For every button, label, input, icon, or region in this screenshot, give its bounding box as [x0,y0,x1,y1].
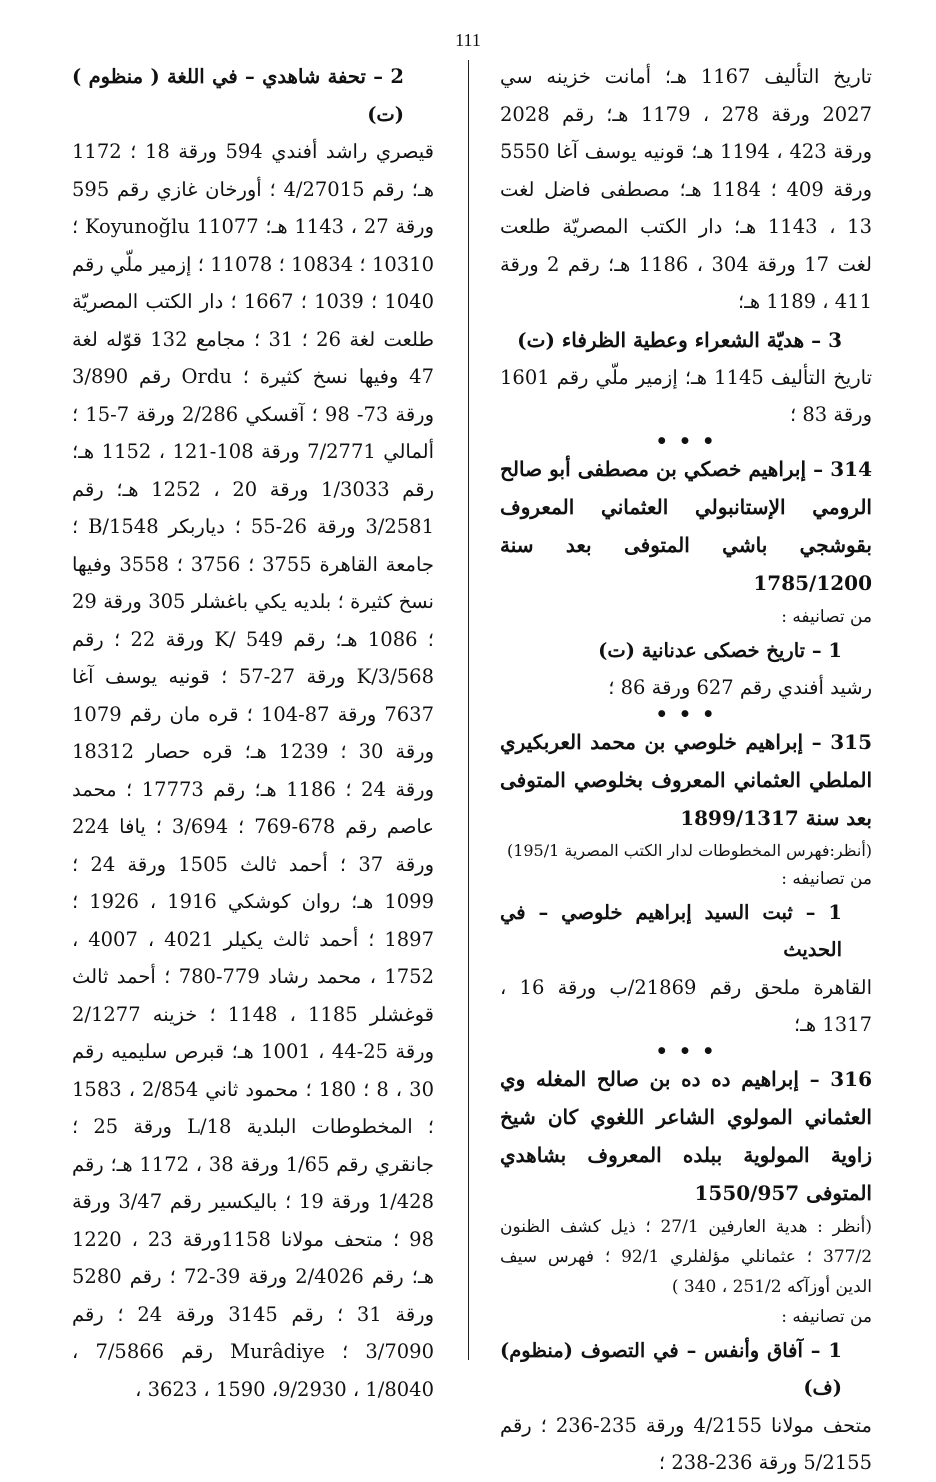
work-title: 3 – هديّة الشعراء وعطية الظرفاء (ت) [517,327,842,352]
entry-heading: 315 – إبراهيم خلوصي بن محمد العربكيري الملطي العثماني المعروف بخلوصي المتوفى بعد سنة 1899/1317 [500,729,872,830]
reference-note: (أنظر:فهرس المخطوطات لدار الكتب المصرية 195/1) [506,840,872,860]
works-label: من تصانيفه : [781,1306,872,1327]
work-title: 1 – آفاق وأنفس – في التصوف (منظوم) (ف) [500,1338,842,1399]
entry-heading: 314 – إبراهيم خصكي بن مصطفى أبو صالح الرومي الإستانبولي العثماني المعروف بقوشجي باشي المتوفى بعد سنة 1785/1200 [500,456,872,595]
paragraph: القاهرة ملحق رقم 21869/ب ورقة 16 ، 1317 هـ؛ [500,975,872,1036]
separator: • • • [655,429,717,453]
work-title: 1 – تاريخ خصكى عدنانية (ت) [598,638,842,662]
works-label: من تصانيفه : [781,606,872,627]
paragraph: تاريخ التأليف 1167 هـ؛ أمانت خزينه سي 2027 ورقة 278 ، 1179 هـ؛ رقم 2028 ورقة 423 ، 1194 هـ؛ قونيه يوسف آغا 5550 ورقة 409 ؛ 1184 هـ؛ مصطفى فاضل لغت 13 ، 1143 هـ؛ دار الكتب المصريّة طلعت لغت 17 ورقة 304 ، 1186 هـ؛ رقم 2 ورقة 411 ، 1189 هـ؛ [500,65,872,313]
works-label: من تصانيفه : [781,868,872,889]
page-number: 111 [455,30,481,50]
paragraph: متحف مولانا 4/2155 ورقة 235-236 ؛ رقم 5/2155 ورقة 236-238 ؛ [500,1413,873,1474]
separator: • • • [655,1039,717,1063]
work-title: 2 – تحفة شاهدي – في اللغة ( منظوم ) (ت) [72,65,404,126]
left-column [72,58,434,1408]
entry-heading: 316 – إبراهيم ده ده بن صالح المغله وي العثماني المولوي الشاعر اللغوي كان شيخ زاوية المولوية ببلده المعروف بشاهدي المتوفى 1550/957 [500,1066,872,1205]
column-divider [468,60,469,1360]
paragraph: قيصري راشد أفندي 594 ورقة 18 ؛ 1172 هـ؛ رقم 4/27015 ؛ أورخان غازي رقم 595 ورقة 27 ، 1143 هـ؛ Koyunoğlu 11077 ؛ 10310 ؛ 10834 ؛ 11078 ؛ إزمير ملّي رقم 1040 ؛ 1039 ؛ 1667 ؛ دار الكتب المصريّة طلعت لغة 26 ؛ 31 ؛ مجامع 132 قوّله لغة 47 وفيها نسخ كثيرة ؛ Ordu رقم 3/890 ورقة 73- 98 ؛ آقسكي 2/286 ورقة 7-15 ؛ ألمالي 7/2771 ورقة 108-121 ، 1152 هـ؛ رقم 1/3033 ورقة 20 ، 1252 هـ؛ رقم 3/2581 ورقة 26-55 ؛ دياربكر 1548/B ؛ جامعة القاهرة 3755 ؛ 3756 ؛ 3558 وفيها نسخ كثيرة ؛ بلديه يكي باغشلر 305 ورقة 29 ؛ 1086 هـ؛ رقم K/ 549 ورقة 22 ؛ رقم 3/568/K ورقة 27-57 ؛ قونيه يوسف آغا 7637 ورقة 87-104 ؛ قره مان رقم 1079 ورقة 30 ؛ 1239 هـ؛ قره حصار 18312 ورقة 24 ؛ 1186 هـ؛ رقم 17773 ؛ محمد عاصم رقم 678-769 ؛ 3/694 ؛ يافا 224 ورقة 37 ؛ أحمد ثالث 1505 ورقة 24 ؛ 1099 هـ؛ روان كوشكي 1916 ، 1926 ؛ 1897 ؛ أحمد ثالث يكيلر 4021 ، 4007 ، 1752 ، محمد رشاد 779-780 ؛ أحمد ثالث قوغشلر 1185 ، 1148 ؛ خزينه 2/1277 ورقة 25-44 ، 1001 هـ؛ قبرص سليميه رقم 30 ، 8 ؛ 180 ؛ محمود ثاني 2/854 ، 1583 ؛ المخطوطات البلدية 18/L ورقة 25 ؛ جانقري رقم 1/65 ورقة 38 ، 1172 هـ؛ رقم 1/428 ورقة 19 ؛ باليكسير رقم 3/47 ورقة 98 ؛ متحف مولانا 1158ورقة 23 ، 1220 هـ؛ رقم 2/4026 ورقة 39-72 ؛ رقم 5280 ورقة 31 ؛ رقم 3145 ورقة 24 ؛ رقم 3/7090 ؛ Murâdiye رقم 7/5866 ، 1/8040 ، 9/2930، 1590 ، 3623 ، [72,140,435,1401]
reference-note: (أنظر : هدية العارفين 27/1 ؛ ذيل كشف الظنون 377/2 ؛ عثمانلي مؤلفلري 92/1 ؛ فهرس سيف الدين أوزآكه 251/2 ، 340 ) [500,1216,873,1297]
work-title: 1 – ثبت السيد إبراهيم خلوصي – في الحديث [500,900,842,961]
paragraph: رشيد أفندي رقم 627 ورقة 86 ؛ [608,676,872,699]
paragraph: تاريخ التأليف 1145 هـ؛ إزمير ملّي رقم 1601 ورقة 83 ؛ [500,365,872,426]
right-column [500,58,872,1482]
separator: • • • [655,702,717,726]
